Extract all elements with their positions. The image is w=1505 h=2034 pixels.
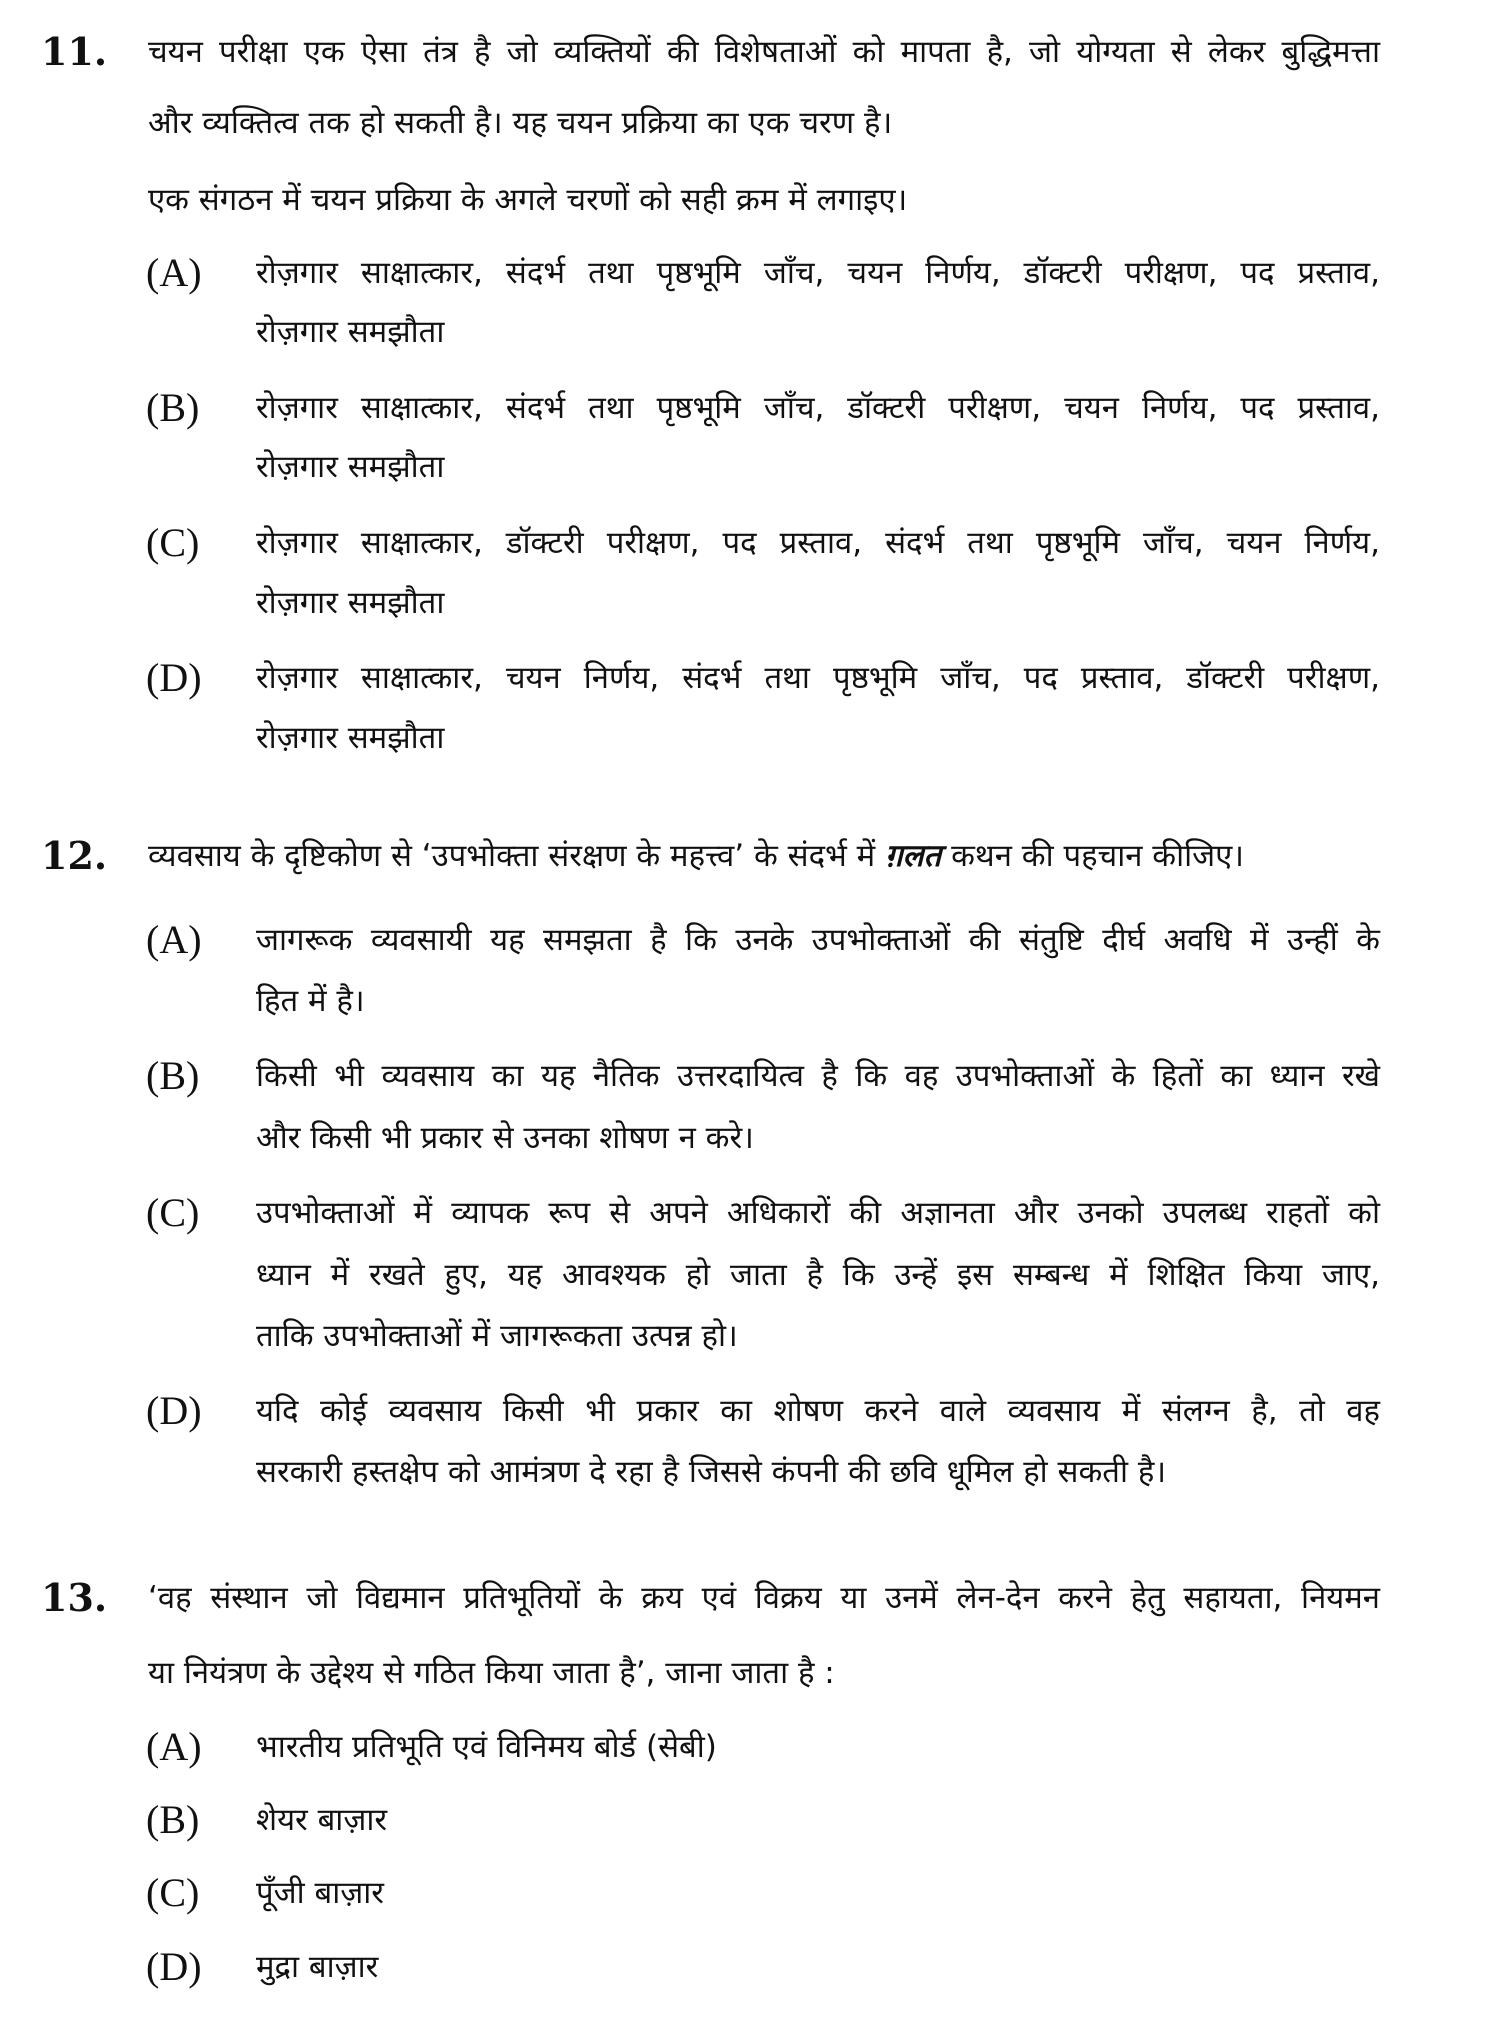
option-text: रोज़गार साक्षात्कार, संदर्भ तथा पृष्ठभूमि जाँच, चयन निर्णय, डॉक्टरी परीक्षण, पद प्रस्ताव, bbox=[256, 255, 1380, 291]
option-text: और किसी भी प्रकार से उनका शोषण न करे। bbox=[256, 1120, 754, 1156]
stem-text: व्यवसाय के दृष्टिकोण से ‘उपभोक्ता संरक्षण के महत्त्व’ के संदर्भ में bbox=[148, 838, 886, 874]
stem-emphasis-wrong: ग़लत bbox=[885, 838, 942, 874]
option-text: रोज़गार साक्षात्कार, चयन निर्णय, संदर्भ तथा पृष्ठभूमि जाँच, पद प्रस्ताव, डॉक्टरी परीक्षण, bbox=[256, 660, 1380, 696]
question-stem-line: चयन परीक्षा एक ऐसा तंत्र है जो व्यक्तियों की विशेषताओं को मापता है, जो योग्यता से लेकर बुद्धिमत्ता bbox=[148, 34, 1380, 70]
option-text: रोज़गार साक्षात्कार, डॉक्टरी परीक्षण, पद प्रस्ताव, संदर्भ तथा पृष्ठभूमि जाँच, चयन निर्णय, bbox=[256, 525, 1380, 561]
option-text: रोज़गार समझौता bbox=[256, 585, 445, 621]
question-number: 12. bbox=[41, 833, 108, 878]
question-stem-line bbox=[148, 826, 1380, 886]
option-label: (B) bbox=[146, 1053, 200, 1098]
option-text: ध्यान में रखते हुए, यह आवश्यक हो जाता है कि उन्हें इस सम्बन्ध में शिक्षित किया जाए, bbox=[256, 1257, 1380, 1293]
option-label: (D) bbox=[146, 1388, 202, 1433]
option-label: (A) bbox=[146, 917, 202, 962]
option-text: रोज़गार समझौता bbox=[256, 314, 445, 350]
option-label: (B) bbox=[146, 385, 200, 430]
option-label: (A) bbox=[146, 250, 202, 295]
option-label: (D) bbox=[146, 1944, 202, 1989]
question-stem-line: ‘वह संस्थान जो विद्यमान प्रतिभूतियों के क्रय एवं विक्रय या उनमें लेन-देन करने हेतु सहायता, नियमन bbox=[148, 1580, 1380, 1616]
option-label: (D) bbox=[146, 655, 202, 700]
question-stem-line: और व्यक्तित्व तक हो सकती है। यह चयन प्रक्रिया का एक चरण है। bbox=[148, 105, 893, 141]
option-label: (C) bbox=[146, 520, 200, 565]
option-text: उपभोक्ताओं में व्यापक रूप से अपने अधिकारों की अज्ञानता और उनको उपलब्ध राहतों को bbox=[256, 1195, 1380, 1231]
question-number: 13. bbox=[41, 1575, 108, 1620]
option-text: ताकि उपभोक्ताओं में जागरूकता उत्पन्न हो। bbox=[256, 1318, 738, 1354]
option-text: मुद्रा बाज़ार bbox=[256, 1949, 379, 1985]
stem-text: कथन की पहचान कीजिए। bbox=[941, 838, 1245, 874]
option-text: हित में है। bbox=[256, 983, 365, 1019]
option-text: यदि कोई व्यवसाय किसी भी प्रकार का शोषण करने वाले व्यवसाय में संलग्न है, तो वह bbox=[256, 1393, 1380, 1429]
option-label: (B) bbox=[146, 1797, 200, 1842]
option-text: जागरूक व्यवसायी यह समझता है कि उनके उपभोक्ताओं की संतुष्टि दीर्घ अवधि में उन्हीं के bbox=[256, 922, 1380, 958]
question-stem-line: एक संगठन में चयन प्रक्रिया के अगले चरणों को सही क्रम में लगाइए। bbox=[148, 182, 908, 218]
question-stem-line: या नियंत्रण के उद्देश्य से गठित किया जाता है’, जाना जाता है : bbox=[148, 1655, 835, 1691]
option-text: किसी भी व्यवसाय का यह नैतिक उत्तरदायित्व है कि वह उपभोक्ताओं के हितों का ध्यान रखे bbox=[256, 1058, 1380, 1094]
option-text: भारतीय प्रतिभूति एवं विनिमय बोर्ड (सेबी) bbox=[256, 1729, 717, 1765]
option-text: पूँजी बाज़ार bbox=[256, 1875, 384, 1911]
option-label: (C) bbox=[146, 1190, 200, 1235]
question-number: 11. bbox=[41, 29, 108, 74]
option-text: रोज़गार साक्षात्कार, संदर्भ तथा पृष्ठभूमि जाँच, डॉक्टरी परीक्षण, चयन निर्णय, पद प्रस्ताव, bbox=[256, 390, 1380, 426]
option-text: सरकारी हस्तक्षेप को आमंत्रण दे रहा है जिससे कंपनी की छवि धूमिल हो सकती है। bbox=[256, 1454, 1167, 1490]
option-label: (A) bbox=[146, 1724, 202, 1769]
option-text: रोज़गार समझौता bbox=[256, 449, 445, 485]
option-label: (C) bbox=[146, 1870, 200, 1915]
option-text: शेयर बाज़ार bbox=[256, 1802, 388, 1838]
option-text: रोज़गार समझौता bbox=[256, 720, 445, 756]
